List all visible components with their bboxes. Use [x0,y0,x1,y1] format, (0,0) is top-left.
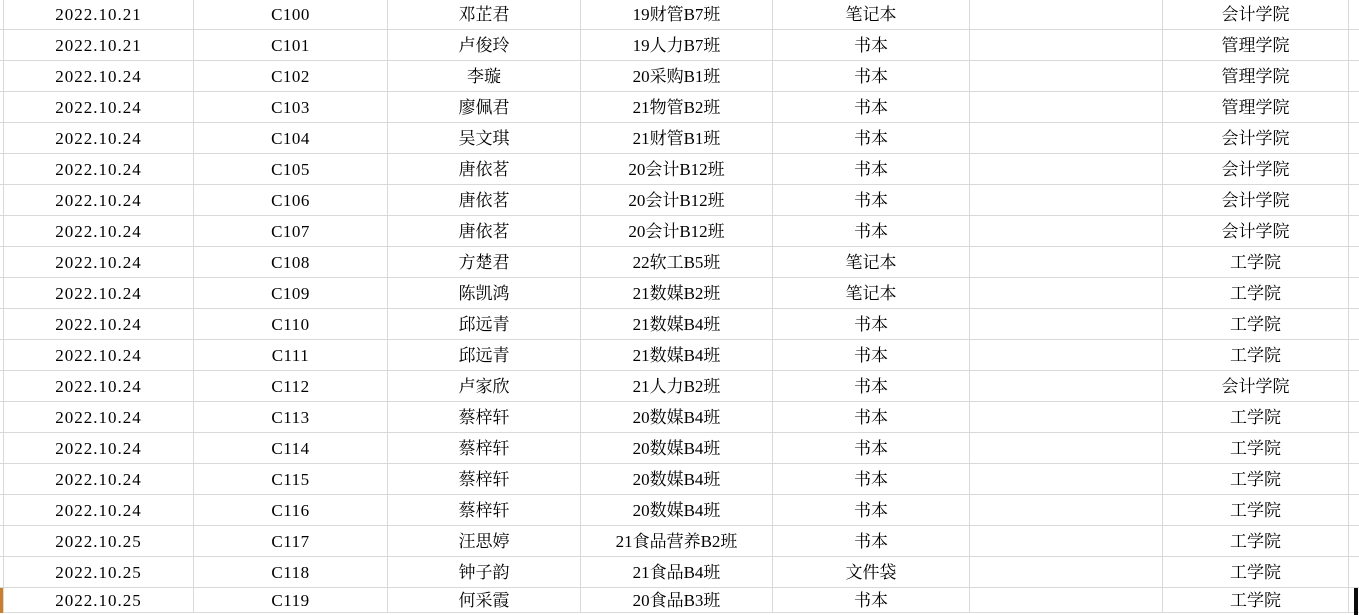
table-row [0,61,1359,92]
cell-edge-sliver[interactable] [1349,464,1359,494]
cell-item[interactable]: 书本 [773,464,970,494]
cell-date[interactable]: 2022.10.24 [4,402,194,432]
cell-empty[interactable] [970,340,1163,370]
cell-item[interactable]: 笔记本 [773,247,970,277]
cell-edge-sliver[interactable] [1349,92,1359,122]
cell-code[interactable]: C102 [194,61,388,91]
cell-empty[interactable] [970,588,1163,612]
cell-code[interactable]: C108 [194,247,388,277]
cell-student-name[interactable]: 吴文琪 [388,123,581,153]
cell-edge-sliver[interactable] [1349,247,1359,277]
cell-college[interactable]: 工学院 [1163,557,1349,587]
cell-date[interactable]: 2022.10.24 [4,154,194,184]
cell-college[interactable]: 工学院 [1163,495,1349,525]
cell-item[interactable]: 书本 [773,371,970,401]
cell-class[interactable]: 20数媒B4班 [581,402,773,432]
cell-student-name[interactable]: 廖佩君 [388,92,581,122]
cell-class[interactable]: 20数媒B4班 [581,464,773,494]
cell-empty[interactable] [970,61,1163,91]
cell-item[interactable]: 书本 [773,495,970,525]
table-row [0,526,1359,557]
cell-code[interactable]: C111 [194,340,388,370]
cell-empty[interactable] [970,526,1163,556]
cell-student-name[interactable]: 邓芷君 [388,0,581,29]
cell-edge-sliver[interactable] [1349,495,1359,525]
cell-item[interactable]: 书本 [773,216,970,246]
cell-code[interactable]: C116 [194,495,388,525]
cell-item[interactable]: 书本 [773,123,970,153]
cell-item[interactable]: 书本 [773,30,970,60]
cell-empty[interactable] [970,30,1163,60]
cell-date[interactable]: 2022.10.24 [4,92,194,122]
table-row [0,464,1359,495]
cell-student-name[interactable]: 钟子韵 [388,557,581,587]
cell-student-name[interactable]: 李璇 [388,61,581,91]
cell-code[interactable]: C115 [194,464,388,494]
cell-date[interactable]: 2022.10.24 [4,464,194,494]
cell-date[interactable]: 2022.10.25 [4,557,194,587]
cell-empty[interactable] [970,185,1163,215]
cell-class[interactable]: 21数媒B4班 [581,309,773,339]
cell-date[interactable]: 2022.10.24 [4,495,194,525]
cell-college[interactable]: 工学院 [1163,340,1349,370]
cell-class[interactable]: 20采购B1班 [581,61,773,91]
table-row [0,340,1359,371]
cell-student-name[interactable]: 何采霞 [388,588,581,612]
cell-code[interactable]: C118 [194,557,388,587]
cell-student-name[interactable]: 卢俊玲 [388,30,581,60]
cell-empty[interactable] [970,495,1163,525]
selected-row-header-accent [0,588,3,613]
cell-date[interactable]: 2022.10.24 [4,123,194,153]
table-row [0,92,1359,123]
cell-student-name[interactable]: 蔡梓轩 [388,464,581,494]
table-row [0,0,1359,30]
cell-code[interactable]: C107 [194,216,388,246]
cell-code[interactable]: C100 [194,0,388,29]
cell-item[interactable]: 书本 [773,61,970,91]
table-row [0,247,1359,278]
cell-date[interactable]: 2022.10.24 [4,340,194,370]
cell-edge-sliver[interactable] [1349,30,1359,60]
cell-date[interactable]: 2022.10.24 [4,371,194,401]
cell-empty[interactable] [970,216,1163,246]
cell-date[interactable]: 2022.10.24 [4,185,194,215]
cell-code[interactable]: C117 [194,526,388,556]
cell-empty[interactable] [970,123,1163,153]
cell-code[interactable]: C119 [194,588,388,612]
cell-code[interactable]: C103 [194,92,388,122]
cell-student-name[interactable]: 唐依茗 [388,216,581,246]
cell-item[interactable]: 书本 [773,526,970,556]
cell-edge-sliver[interactable] [1349,433,1359,463]
cell-date[interactable]: 2022.10.24 [4,61,194,91]
cell-edge-sliver[interactable] [1349,526,1359,556]
table-row [0,309,1359,340]
cell-empty[interactable] [970,247,1163,277]
cell-code[interactable]: C101 [194,30,388,60]
cell-date[interactable]: 2022.10.24 [4,247,194,277]
table-row [0,154,1359,185]
cell-student-name[interactable]: 陈凯鸿 [388,278,581,308]
cell-college[interactable]: 会计学院 [1163,371,1349,401]
cell-code[interactable]: C109 [194,278,388,308]
cell-class[interactable]: 20数媒B4班 [581,495,773,525]
cell-college[interactable]: 工学院 [1163,526,1349,556]
table-row [0,30,1359,61]
cell-date[interactable]: 2022.10.25 [4,526,194,556]
cell-edge-sliver[interactable] [1349,185,1359,215]
cell-student-name[interactable]: 唐依茗 [388,154,581,184]
cell-empty[interactable] [970,433,1163,463]
cell-item[interactable]: 文件袋 [773,557,970,587]
cell-code[interactable]: C113 [194,402,388,432]
cell-college[interactable]: 工学院 [1163,588,1349,612]
cell-student-name[interactable]: 蔡梓轩 [388,402,581,432]
cell-class[interactable]: 20会计B12班 [581,154,773,184]
table-row [0,588,1359,613]
cell-date[interactable]: 2022.10.21 [4,0,194,29]
cell-college[interactable]: 会计学院 [1163,185,1349,215]
table-row [0,557,1359,588]
cell-student-name[interactable]: 邱远青 [388,340,581,370]
cell-student-name[interactable]: 唐依茗 [388,185,581,215]
cell-class[interactable]: 20食品B3班 [581,588,773,612]
cell-empty[interactable] [970,402,1163,432]
table-row [0,371,1359,402]
cell-code[interactable]: C104 [194,123,388,153]
cell-class[interactable]: 21人力B2班 [581,371,773,401]
cell-item[interactable]: 书本 [773,402,970,432]
cell-student-name[interactable]: 邱远青 [388,309,581,339]
cell-student-name[interactable]: 汪思婷 [388,526,581,556]
cell-edge-sliver[interactable] [1349,340,1359,370]
cell-college[interactable]: 会计学院 [1163,0,1349,29]
cell-empty[interactable] [970,278,1163,308]
cell-item[interactable]: 书本 [773,588,970,612]
cell-class[interactable]: 21数媒B4班 [581,340,773,370]
cell-edge-sliver[interactable] [1349,309,1359,339]
cell-item[interactable]: 书本 [773,92,970,122]
cell-student-name[interactable]: 蔡梓轩 [388,433,581,463]
cell-item[interactable]: 书本 [773,309,970,339]
cell-class[interactable]: 22软工B5班 [581,247,773,277]
cell-date[interactable]: 2022.10.25 [4,588,194,612]
cell-empty[interactable] [970,0,1163,29]
cell-date[interactable]: 2022.10.24 [4,309,194,339]
cell-code[interactable]: C114 [194,433,388,463]
cell-student-name[interactable]: 方楚君 [388,247,581,277]
cell-empty[interactable] [970,371,1163,401]
cell-item[interactable]: 笔记本 [773,0,970,29]
cell-college[interactable]: 管理学院 [1163,61,1349,91]
cell-item[interactable]: 书本 [773,433,970,463]
cell-edge-sliver[interactable] [1349,216,1359,246]
cell-college[interactable]: 会计学院 [1163,216,1349,246]
cell-code[interactable]: C112 [194,371,388,401]
cell-edge-sliver[interactable] [1349,371,1359,401]
cell-class[interactable]: 21食品营养B2班 [581,526,773,556]
cell-date[interactable]: 2022.10.24 [4,433,194,463]
cell-item[interactable]: 书本 [773,185,970,215]
cell-item[interactable]: 笔记本 [773,278,970,308]
cell-college[interactable]: 会计学院 [1163,154,1349,184]
cell-edge-sliver[interactable] [1349,0,1359,29]
cell-college[interactable]: 工学院 [1163,309,1349,339]
cell-class[interactable]: 21物管B2班 [581,92,773,122]
cell-class[interactable]: 21财管B1班 [581,123,773,153]
cell-empty[interactable] [970,557,1163,587]
cell-date[interactable]: 2022.10.24 [4,216,194,246]
cell-college[interactable]: 工学院 [1163,247,1349,277]
cell-college[interactable]: 工学院 [1163,278,1349,308]
cell-empty[interactable] [970,464,1163,494]
cell-empty[interactable] [970,92,1163,122]
cell-class[interactable]: 20数媒B4班 [581,433,773,463]
cell-item[interactable]: 书本 [773,340,970,370]
cell-code[interactable]: C106 [194,185,388,215]
cell-edge-sliver[interactable] [1349,154,1359,184]
cell-edge-sliver[interactable] [1349,123,1359,153]
table-row [0,278,1359,309]
cell-class[interactable]: 20会计B12班 [581,185,773,215]
cell-edge-sliver[interactable] [1349,402,1359,432]
cell-college[interactable]: 管理学院 [1163,30,1349,60]
table-row [0,185,1359,216]
cell-college[interactable]: 会计学院 [1163,123,1349,153]
cell-college[interactable]: 管理学院 [1163,92,1349,122]
cell-class[interactable]: 21食品B4班 [581,557,773,587]
cell-item[interactable]: 书本 [773,154,970,184]
cell-class[interactable]: 21数媒B2班 [581,278,773,308]
table-row [0,495,1359,526]
cell-class[interactable]: 20会计B12班 [581,216,773,246]
cell-selection-border-fragment [1354,588,1358,615]
cell-class[interactable]: 19财管B7班 [581,0,773,29]
cell-code[interactable]: C105 [194,154,388,184]
cell-edge-sliver[interactable] [1349,278,1359,308]
cell-code[interactable]: C110 [194,309,388,339]
table-row [0,123,1359,154]
table-row [0,402,1359,433]
cell-class[interactable]: 19人力B7班 [581,30,773,60]
cell-college[interactable]: 工学院 [1163,402,1349,432]
table-row [0,216,1359,247]
cell-college[interactable]: 工学院 [1163,433,1349,463]
cell-student-name[interactable]: 蔡梓轩 [388,495,581,525]
cell-empty[interactable] [970,309,1163,339]
table-row [0,433,1359,464]
cell-edge-sliver[interactable] [1349,61,1359,91]
cell-date[interactable]: 2022.10.24 [4,278,194,308]
cell-date[interactable]: 2022.10.21 [4,30,194,60]
cell-student-name[interactable]: 卢家欣 [388,371,581,401]
cell-edge-sliver[interactable] [1349,557,1359,587]
cell-college[interactable]: 工学院 [1163,464,1349,494]
cell-empty[interactable] [970,154,1163,184]
